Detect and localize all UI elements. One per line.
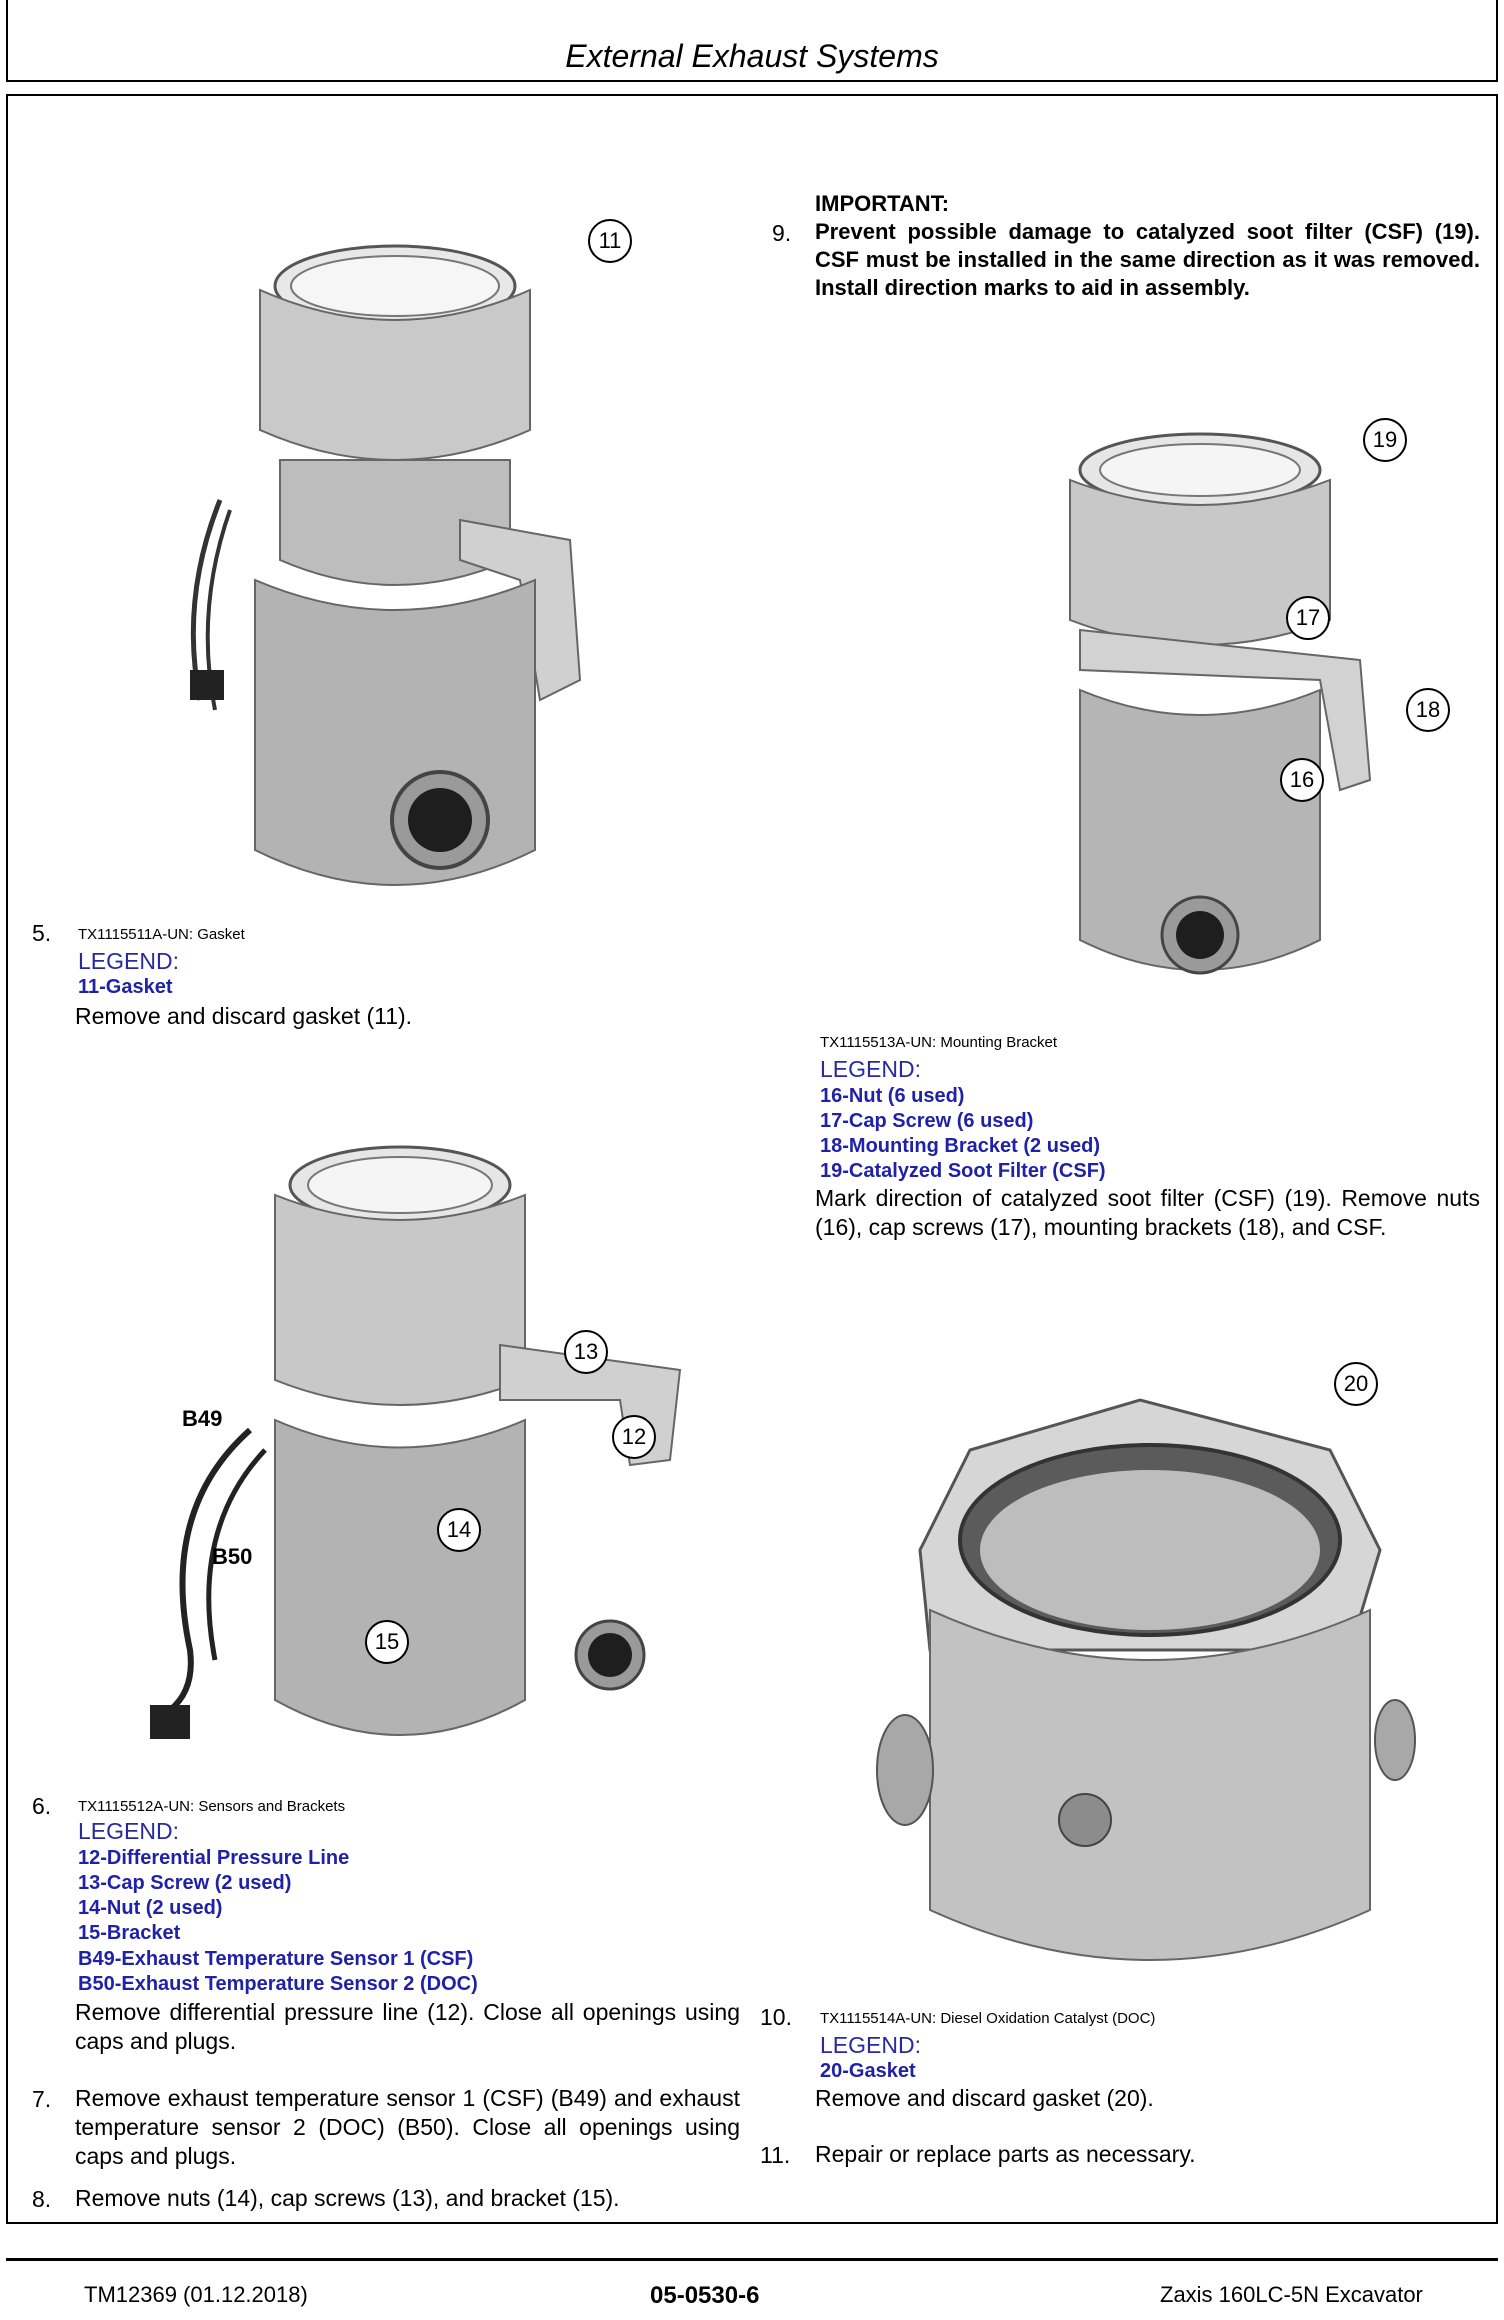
label-b50: B50: [212, 1544, 253, 1569]
step-6-legend-item: 13-Cap Screw (2 used): [78, 1872, 292, 1894]
callout-11: 11: [588, 219, 632, 263]
step-5-text: Remove and discard gasket (11).: [75, 1003, 413, 1029]
mount-legend-title: LEGEND:: [820, 1056, 921, 1082]
step-5-legend-item: 11-Gasket: [78, 976, 173, 998]
step-6-legend-item: B50-Exhaust Temperature Sensor 2 (DOC): [78, 1973, 478, 1995]
step-6-legend-item: 12-Differential Pressure Line: [78, 1847, 350, 1869]
callout-18: 18: [1406, 688, 1450, 732]
callout-16: 16: [1280, 758, 1324, 802]
step-7-number: 7.: [32, 2086, 52, 2112]
callout-17: 17: [1286, 596, 1330, 640]
step-6-legend-title: LEGEND:: [78, 1818, 179, 1844]
callout-14: 14: [437, 1508, 481, 1552]
step-6-text: Remove differential pressure line (12). Close all openings using caps and plugs.: [75, 1999, 740, 2054]
callout-19: 19: [1363, 418, 1407, 462]
mount-caption: TX1115513A-UN: Mounting Bracket: [820, 1034, 1058, 1051]
mount-legend-item: 17-Cap Screw (6 used): [820, 1110, 1034, 1132]
step-10-caption: TX1115514A-UN: Diesel Oxidation Catalyst (DOC): [820, 2010, 1156, 2027]
page-title: External Exhaust Systems: [565, 38, 939, 74]
important-label: IMPORTANT:: [815, 191, 950, 216]
step-5-caption: TX1115511A-UN: Gasket: [78, 926, 245, 943]
step-6-legend-item: B49-Exhaust Temperature Sensor 1 (CSF): [78, 1948, 474, 1970]
step-10-number: 10.: [760, 2004, 792, 2030]
step-6-caption: TX1115512A-UN: Sensors and Brackets: [78, 1798, 346, 1815]
step-5-number: 5.: [32, 920, 52, 946]
mount-legend-item: 18-Mounting Bracket (2 used): [820, 1135, 1101, 1157]
mount-legend-item: 16-Nut (6 used): [820, 1085, 965, 1107]
step-6-number: 6.: [32, 1793, 52, 1819]
step-10-legend-item: 20-Gasket: [820, 2060, 916, 2082]
step-5-legend-title: LEGEND:: [78, 948, 179, 974]
step-7-text: Remove exhaust temperature sensor 1 (CSF) (B49) and exhaust temperature sensor 2 (DOC) (B50). Close all openings using caps and plugs.: [75, 2085, 740, 2169]
step-6-legend-item: 15-Bracket: [78, 1922, 181, 1944]
photo-doc: [820, 1350, 1465, 2000]
callout-12: 12: [612, 1415, 656, 1459]
mount-text: Mark direction of catalyzed soot filter (CSF) (19). Remove nuts (16), cap screws (17), mounting brackets (18), and CSF.: [815, 1185, 1480, 1240]
step-11-number: 11.: [760, 2142, 791, 2168]
step-10-text: Remove and discard gasket (20).: [815, 2085, 1154, 2111]
photo-mounting-bracket: [1010, 420, 1410, 1000]
callout-20: 20: [1334, 1362, 1378, 1406]
footer-page-number: 05-0530-6: [650, 2282, 760, 2309]
photo-gasket: [160, 200, 630, 920]
footer-rule: [6, 2258, 1498, 2261]
label-b49: B49: [182, 1406, 223, 1431]
important-text: Prevent possible damage to catalyzed soot filter (CSF) (19). CSF must be installed in the same direction as it was removed. Install direction marks to aid in assembly.: [815, 219, 1480, 300]
mount-legend-item: 19-Catalyzed Soot Filter (CSF): [820, 1160, 1106, 1182]
step-6-legend-item: 14-Nut (2 used): [78, 1897, 223, 1919]
footer-model: Zaxis 160LC-5N Excavator: [1160, 2282, 1423, 2307]
footer-manual-id: TM12369 (01.12.2018): [84, 2282, 308, 2307]
callout-15: 15: [365, 1620, 409, 1664]
step-8-text: Remove nuts (14), cap screws (13), and bracket (15).: [75, 2185, 620, 2211]
step-10-legend-title: LEGEND:: [820, 2032, 921, 2058]
step-11-text: Repair or replace parts as necessary.: [815, 2141, 1196, 2167]
step-8-number: 8.: [32, 2186, 52, 2212]
step-9-number: 9.: [772, 220, 792, 246]
callout-13: 13: [564, 1330, 608, 1374]
